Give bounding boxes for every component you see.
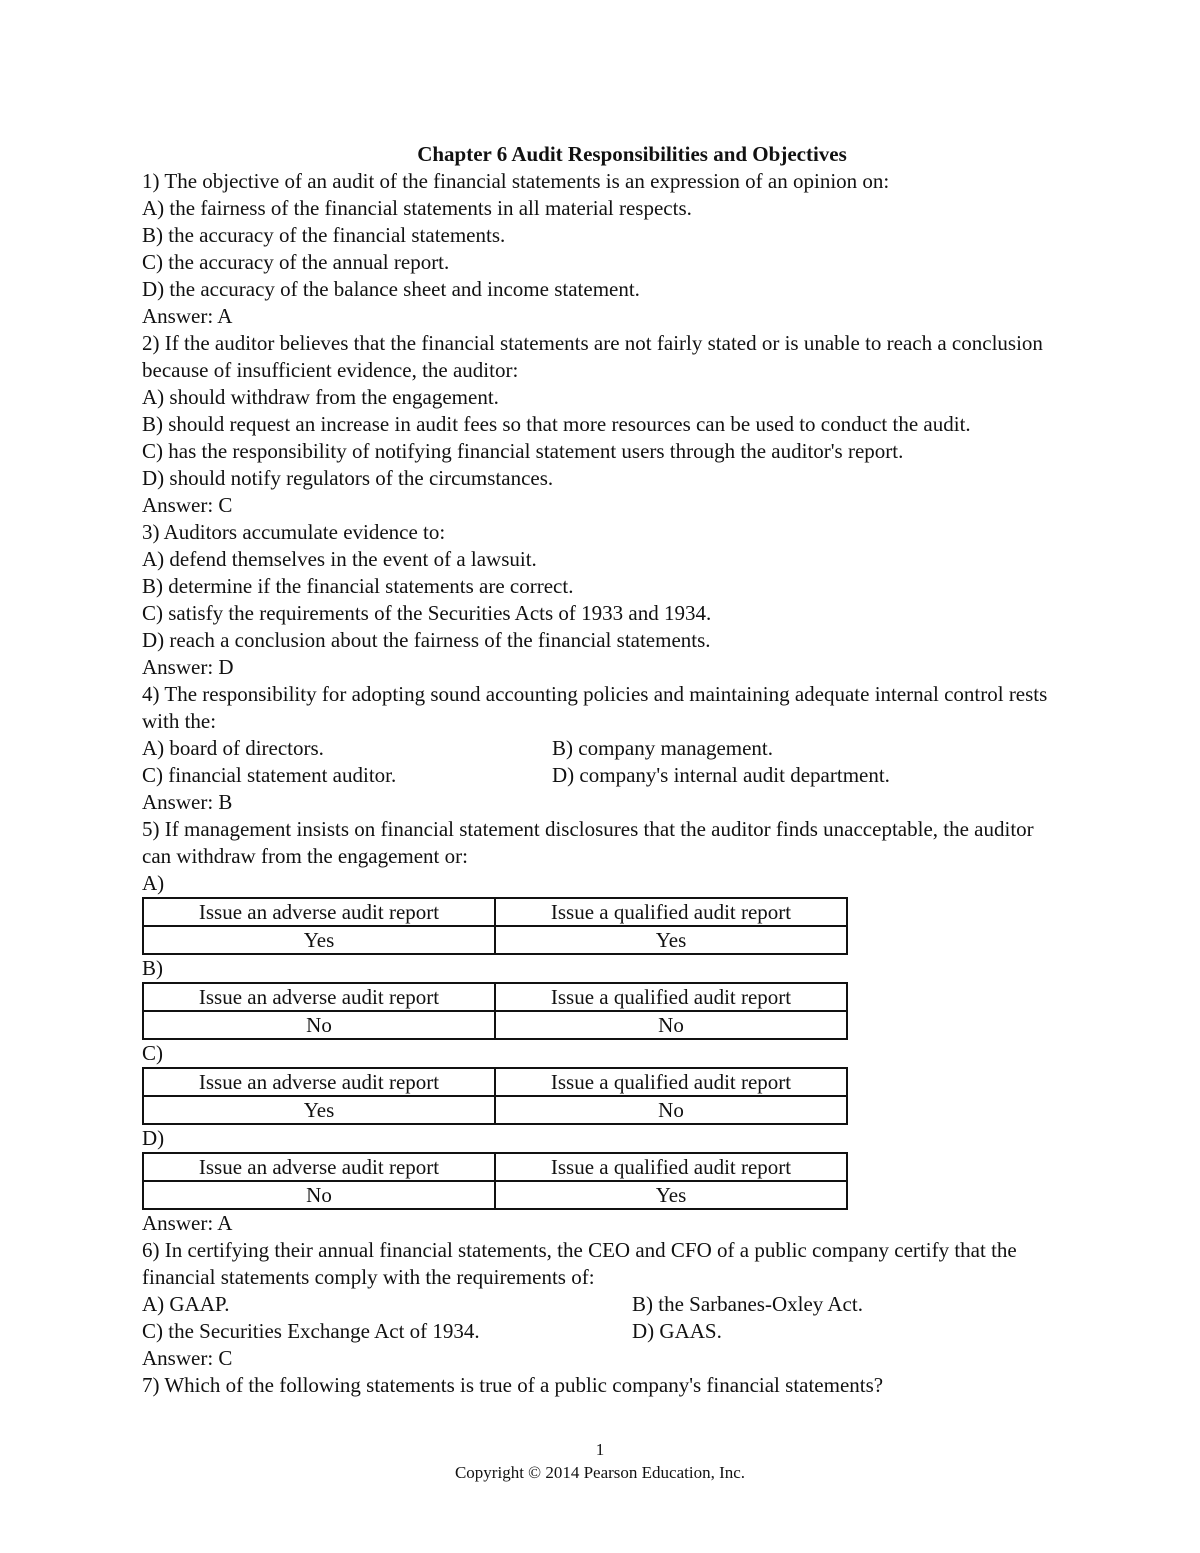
q6-option-d: D) GAAS.	[632, 1319, 722, 1343]
page-content	[142, 141, 1062, 1399]
q5-option-c-label: C)	[142, 1041, 163, 1065]
q5-a-header-adverse: Issue an adverse audit report	[143, 898, 495, 926]
q3-option-a: A) defend themselves in the event of a lawsuit.	[142, 547, 537, 571]
q3-answer: Answer: D	[142, 655, 234, 679]
copyright-notice: Copyright © 2014 Pearson Education, Inc.	[454, 1463, 746, 1482]
q5-b-adverse-value: No	[143, 1011, 495, 1039]
q6-question: 6) In certifying their annual financial statements, the CEO and CFO of a public company certify that the financial statements comply with the requirements of:	[142, 1238, 1017, 1289]
q3-option-b: B) determine if the financial statements are correct.	[142, 574, 574, 598]
q5-option-c-table	[142, 1067, 848, 1125]
q5-b-qualified-value: No	[495, 1011, 847, 1039]
page-number: 1	[595, 1440, 605, 1459]
q4-options-row-1	[142, 735, 1062, 762]
q4-question: 4) The responsibility for adopting sound accounting policies and maintaining adequate internal control rests with the:	[142, 682, 1048, 733]
q5-b-header-adverse: Issue an adverse audit report	[143, 983, 495, 1011]
q6-option-c: C) the Securities Exchange Act of 1934.	[142, 1319, 480, 1343]
q4-answer: Answer: B	[142, 790, 233, 814]
q2-option-d: D) should notify regulators of the circumstances.	[142, 466, 554, 490]
q4-option-b: B) company management.	[552, 736, 774, 760]
q4-option-a: A) board of directors.	[142, 736, 324, 760]
q5-a-qualified-value: Yes	[495, 926, 847, 954]
q5-c-header-qualified: Issue a qualified audit report	[495, 1068, 847, 1096]
q2-option-a: A) should withdraw from the engagement.	[142, 385, 499, 409]
q1-option-b: B) the accuracy of the financial statements.	[142, 223, 506, 247]
q7-question: 7) Which of the following statements is true of a public company's financial statements?	[142, 1373, 884, 1397]
q5-c-adverse-value: Yes	[143, 1096, 495, 1124]
q3-question: 3) Auditors accumulate evidence to:	[142, 520, 446, 544]
q2-question: 2) If the auditor believes that the financial statements are not fairly stated or is unable to reach a conclusion because of insufficient evidence, the auditor:	[142, 331, 1043, 382]
q5-a-header-qualified: Issue a qualified audit report	[495, 898, 847, 926]
q5-c-header-adverse: Issue an adverse audit report	[143, 1068, 495, 1096]
q1-option-d: D) the accuracy of the balance sheet and income statement.	[142, 277, 640, 301]
q6-option-a: A) GAAP.	[142, 1292, 230, 1316]
q5-question: 5) If management insists on financial statement disclosures that the auditor finds unacceptable, the auditor can withdraw from the engagement or:	[142, 817, 1034, 868]
q5-d-qualified-value: Yes	[495, 1181, 847, 1209]
q5-option-d-label: D)	[142, 1126, 165, 1150]
q2-option-b: B) should request an increase in audit fees so that more resources can be used to conduct the audit.	[142, 412, 971, 436]
q5-option-a-label: A)	[142, 871, 165, 895]
q5-answer: Answer: A	[142, 1211, 233, 1235]
q5-c-qualified-value: No	[495, 1096, 847, 1124]
chapter-title: Chapter 6 Audit Responsibilities and Objectives	[417, 142, 847, 166]
q4-option-c: C) financial statement auditor.	[142, 763, 397, 787]
q1-question: 1) The objective of an audit of the financial statements is an expression of an opinion on:	[142, 169, 890, 193]
q5-option-d-table	[142, 1152, 848, 1210]
q1-option-c: C) the accuracy of the annual report.	[142, 250, 450, 274]
q5-b-header-qualified: Issue a qualified audit report	[495, 983, 847, 1011]
q6-option-b: B) the Sarbanes-Oxley Act.	[632, 1292, 863, 1316]
q5-option-b-table	[142, 982, 848, 1040]
q3-option-c: C) satisfy the requirements of the Securities Acts of 1933 and 1934.	[142, 601, 712, 625]
q4-options-row-2	[142, 762, 1062, 789]
q1-option-a: A) the fairness of the financial statements in all material respects.	[142, 196, 692, 220]
q1-answer: Answer: A	[142, 304, 233, 328]
q4-option-d: D) company's internal audit department.	[552, 763, 890, 787]
q2-answer: Answer: C	[142, 493, 233, 517]
q6-answer: Answer: C	[142, 1346, 233, 1370]
q3-option-d: D) reach a conclusion about the fairness of the financial statements.	[142, 628, 711, 652]
q5-option-a-table	[142, 897, 848, 955]
q2-option-c: C) has the responsibility of notifying financial statement users through the auditor's report.	[142, 439, 904, 463]
q5-d-adverse-value: No	[143, 1181, 495, 1209]
q5-d-header-qualified: Issue a qualified audit report	[495, 1153, 847, 1181]
q6-options-row-2	[142, 1318, 1062, 1345]
q5-option-b-label: B)	[142, 956, 163, 980]
q5-d-header-adverse: Issue an adverse audit report	[143, 1153, 495, 1181]
q5-a-adverse-value: Yes	[143, 926, 495, 954]
q6-options-row-1	[142, 1291, 1062, 1318]
